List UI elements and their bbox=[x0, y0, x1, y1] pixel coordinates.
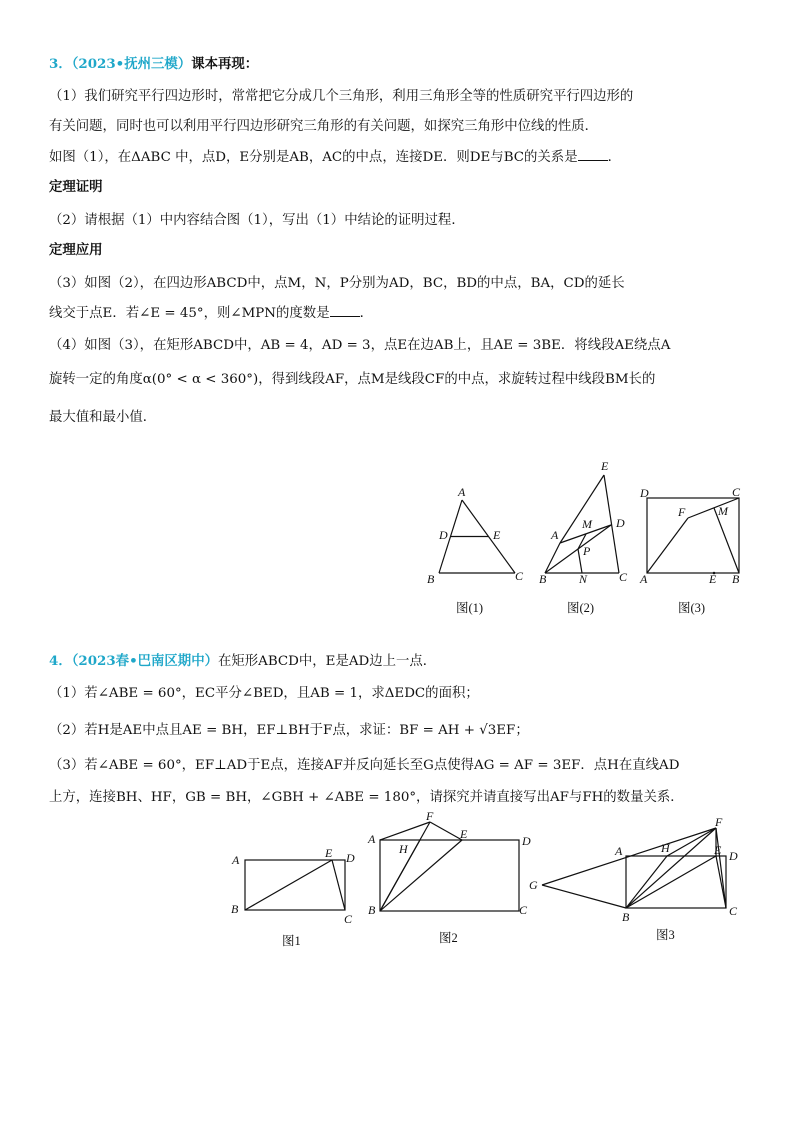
point-label-e: E bbox=[714, 843, 722, 857]
point-label-d: D bbox=[439, 528, 448, 542]
rectangle-abcd bbox=[245, 860, 345, 910]
point-label-a: A bbox=[232, 853, 240, 867]
segment-ec bbox=[332, 860, 345, 910]
segment-bh bbox=[626, 856, 667, 908]
segment-ae-extension bbox=[560, 475, 604, 543]
q3-part3-line2 bbox=[49, 304, 373, 323]
q3-part1-line3 bbox=[49, 148, 621, 167]
q3-figure-3 bbox=[636, 483, 746, 588]
answer-blank bbox=[330, 304, 360, 317]
point-label-c: C bbox=[732, 485, 741, 499]
segment-pn bbox=[578, 549, 582, 573]
point-label-d: D bbox=[346, 851, 355, 865]
q3-title: 课本再现： bbox=[191, 57, 259, 72]
point-label-b: B bbox=[539, 572, 547, 586]
q4-fig1-caption: 图1 bbox=[282, 934, 301, 948]
point-label-d: D bbox=[729, 849, 738, 863]
q4-part3-line1: （3）若∠ABE = 60°，EF⊥AD于E点，连接AF并反向延长至G点使得AG = AF = 3EF．点H在直线AD bbox=[49, 758, 680, 773]
point-label-g: G bbox=[529, 878, 538, 892]
segment-fe bbox=[430, 822, 462, 840]
q4-part1: （1）若∠ABE = 60°，EC平分∠BED，且AB = 1，求ΔEDC的面积； bbox=[49, 686, 479, 701]
q4-number: 4． bbox=[49, 653, 72, 669]
point-label-e: E bbox=[601, 459, 609, 473]
point-label-f: F bbox=[426, 809, 434, 823]
point-label-h: H bbox=[399, 842, 408, 856]
point-label-f: F bbox=[678, 505, 686, 519]
segment-be bbox=[626, 856, 716, 908]
point-label-c: C bbox=[344, 912, 353, 926]
q4-part2: （2）若H是AE中点且AE = BH，EF⊥BH于F点，求证：BF = AH + √3EF； bbox=[49, 723, 529, 738]
q4-source: （2023春•巴南区期中） bbox=[71, 653, 218, 669]
point-label-b: B bbox=[732, 572, 740, 586]
point-label-m: M bbox=[718, 504, 728, 518]
q3-figure-2 bbox=[535, 455, 635, 590]
point-label-b: B bbox=[622, 910, 630, 924]
point-label-b: B bbox=[427, 572, 435, 586]
heading-theorem-proof: 定理证明 bbox=[49, 180, 103, 195]
segment-gb bbox=[542, 885, 626, 908]
point-label-h: H bbox=[661, 841, 670, 855]
point-label-a: A bbox=[458, 485, 466, 499]
q3-source: （2023•抚州三模） bbox=[71, 56, 192, 72]
segment-fc bbox=[688, 498, 739, 518]
segment-be bbox=[380, 840, 462, 911]
q3-part3-question: 线交于点E．若∠E = 45°，则∠MPN的度数是 bbox=[49, 306, 330, 321]
segment-af bbox=[647, 518, 688, 573]
point-label-b: B bbox=[368, 903, 376, 917]
q3-part1-end: ． bbox=[607, 150, 621, 165]
q3-part3-end: ． bbox=[359, 306, 373, 321]
q3-fig2-caption: 图(2) bbox=[567, 601, 595, 615]
segment-bf bbox=[626, 828, 716, 908]
point-label-n: N bbox=[579, 572, 588, 586]
q4-fig3-caption: 图3 bbox=[656, 928, 675, 942]
point-label-c: C bbox=[619, 570, 628, 584]
point-label-d: D bbox=[616, 516, 625, 530]
answer-blank bbox=[578, 148, 608, 161]
q3-part4-line3: 最大值和最小值． bbox=[49, 410, 157, 425]
point-label-p: P bbox=[583, 544, 591, 558]
q3-part4-line1: （4）如图（3），在矩形ABCD中，AB = 4，AD = 3，点E在边AB上，且AE = 3BE．将线段AE绕点A bbox=[49, 338, 671, 353]
segment-ba bbox=[545, 543, 560, 573]
point-label-f: F bbox=[715, 815, 723, 829]
point-label-m: M bbox=[582, 517, 592, 531]
point-label-a: A bbox=[640, 572, 648, 586]
q3-header bbox=[49, 55, 258, 74]
point-label-a: A bbox=[615, 844, 623, 858]
point-label-c: C bbox=[519, 903, 528, 917]
q4-header bbox=[49, 652, 436, 671]
q3-figure-1 bbox=[425, 480, 530, 590]
point-label-c: C bbox=[729, 904, 738, 918]
q3-part1-question: 如图（1），在ΔABC 中，点D，E分别是AB，AC的中点，连接DE．则DE与BC的关系是 bbox=[49, 150, 578, 165]
segment-fc bbox=[716, 828, 726, 908]
q3-number: 3． bbox=[49, 56, 72, 72]
q4-intro: 在矩形ABCD中，E是AD边上一点． bbox=[217, 654, 437, 669]
point-label-c: C bbox=[515, 569, 524, 583]
q3-part1-line1: （1）我们研究平行四边形时，常常把它分成几个三角形，利用三角形全等的性质研究平行四边形的 bbox=[49, 89, 634, 104]
point-label-e: E bbox=[460, 827, 468, 841]
point-label-b: B bbox=[231, 902, 239, 916]
q3-part2: （2）请根据（1）中内容结合图（1），写出（1）中结论的证明过程． bbox=[49, 213, 465, 228]
point-label-e: E bbox=[709, 572, 717, 586]
point-label-e: E bbox=[325, 846, 333, 860]
q4-figure-2 bbox=[366, 810, 541, 922]
q3-part3-line1: （3）如图（2），在四边形ABCD中，点M，N，P分别为AD，BC，BD的中点，BA，CD的延长 bbox=[49, 276, 625, 291]
point-label-e: E bbox=[493, 528, 501, 542]
q4-figure-3 bbox=[527, 812, 747, 924]
point-label-a: A bbox=[551, 528, 559, 542]
q3-part4-line2: 旋转一定的角度α(0° < α < 360°)，得到线段AF，点M是线段CF的中点，求旋转过程中线段BM长的 bbox=[49, 372, 656, 387]
q4-part3-line2: 上方，连接BH、HF，GB = BH，∠GBH + ∠ABE = 180°，请探究并请直接写出AF与FH的数量关系． bbox=[49, 790, 684, 805]
point-label-d: D bbox=[640, 486, 649, 500]
q3-fig3-caption: 图(3) bbox=[678, 601, 706, 615]
segment-af bbox=[380, 822, 430, 840]
q3-fig1-caption: 图(1) bbox=[456, 601, 484, 615]
segment-be bbox=[245, 860, 332, 910]
q4-fig2-caption: 图2 bbox=[439, 931, 458, 945]
point-label-a: A bbox=[368, 832, 376, 846]
q4-figure-1 bbox=[228, 845, 363, 925]
q3-part1-line2: 有关问题，同时也可以利用平行四边形研究三角形的有关问题，如探究三角形中位线的性质． bbox=[49, 119, 599, 134]
heading-theorem-application: 定理应用 bbox=[49, 243, 103, 258]
point-label-d: D bbox=[522, 834, 531, 848]
